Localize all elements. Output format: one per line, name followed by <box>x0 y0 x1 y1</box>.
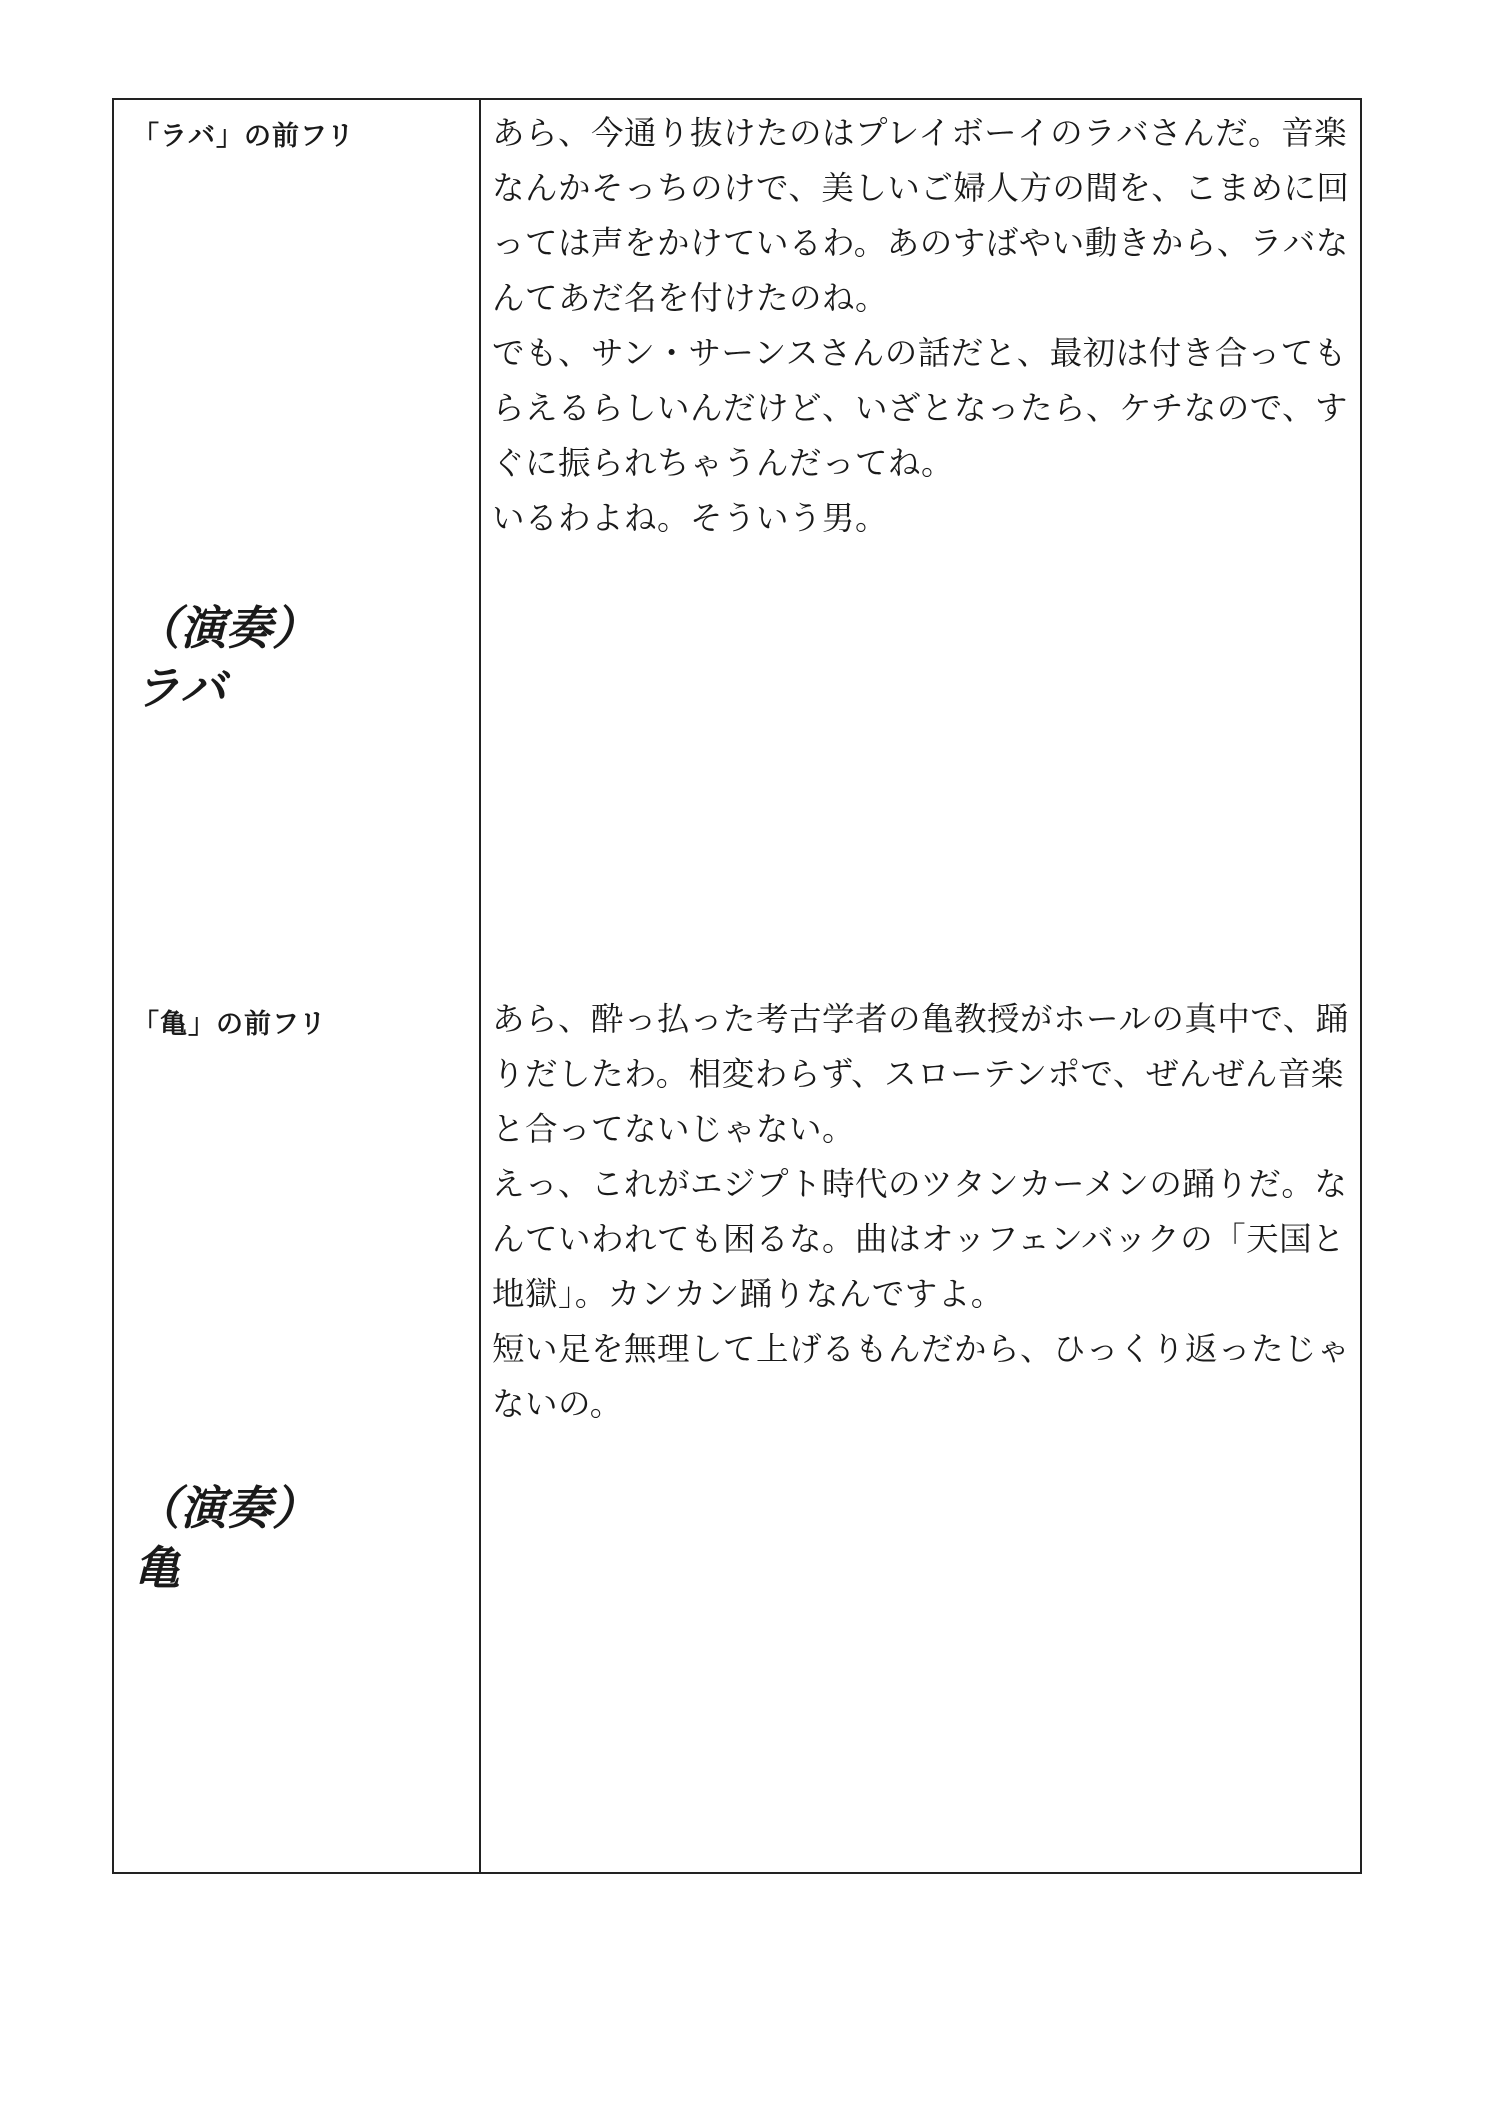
cue-label-tortoise: 「亀」の前フリ <box>132 1009 327 1040</box>
performance-piece: ラバ <box>134 661 226 715</box>
performance-label-mule <box>134 598 318 718</box>
narration-paragraph: えっ、これがエジプト時代のツタンカーメンの踊りだ。なんていわれても困るな。曲はオッフェンバックの「天国と地獄」。カンカン踊りなんですよ。 <box>492 1165 1348 1313</box>
narration-mule <box>492 106 1352 546</box>
narration-tortoise <box>492 992 1352 1432</box>
performance-heading: （演奏） <box>134 1481 318 1535</box>
cue-label-mule: 「ラバ」の前フリ <box>132 121 355 152</box>
performance-label-tortoise <box>134 1478 318 1598</box>
performance-heading: （演奏） <box>134 601 318 655</box>
narration-paragraph: でも、サン・サーンスさんの話だと、最初は付き合ってもらえるらしいんだけど、いざとなったら、ケチなので、すぐに振られちゃうんだってね。 <box>492 334 1349 482</box>
narration-paragraph: 短い足を無理して上げるもんだから、ひっくり返ったじゃないの。 <box>492 1330 1351 1423</box>
narration-paragraph: いるわよね。そういう男。 <box>492 499 889 537</box>
column-divider <box>479 100 481 1872</box>
performance-piece: 亀 <box>134 1541 180 1595</box>
script-table <box>112 98 1362 1874</box>
narration-paragraph: あら、今通り抜けたのはプレイボーイのラバさんだ。音楽なんかそっちのけで、美しいご婦人方の間を、こまめに回っては声をかけているわ。あのすばやい動きから、ラバなんてあだ名を付けたのね。 <box>492 114 1350 317</box>
narration-paragraph: あら、酔っ払った考古学者の亀教授がホールの真中で、踊りだしたわ。相変わらず、スローテンポで、ぜんぜん音楽と合ってないじゃない。 <box>492 1000 1349 1148</box>
